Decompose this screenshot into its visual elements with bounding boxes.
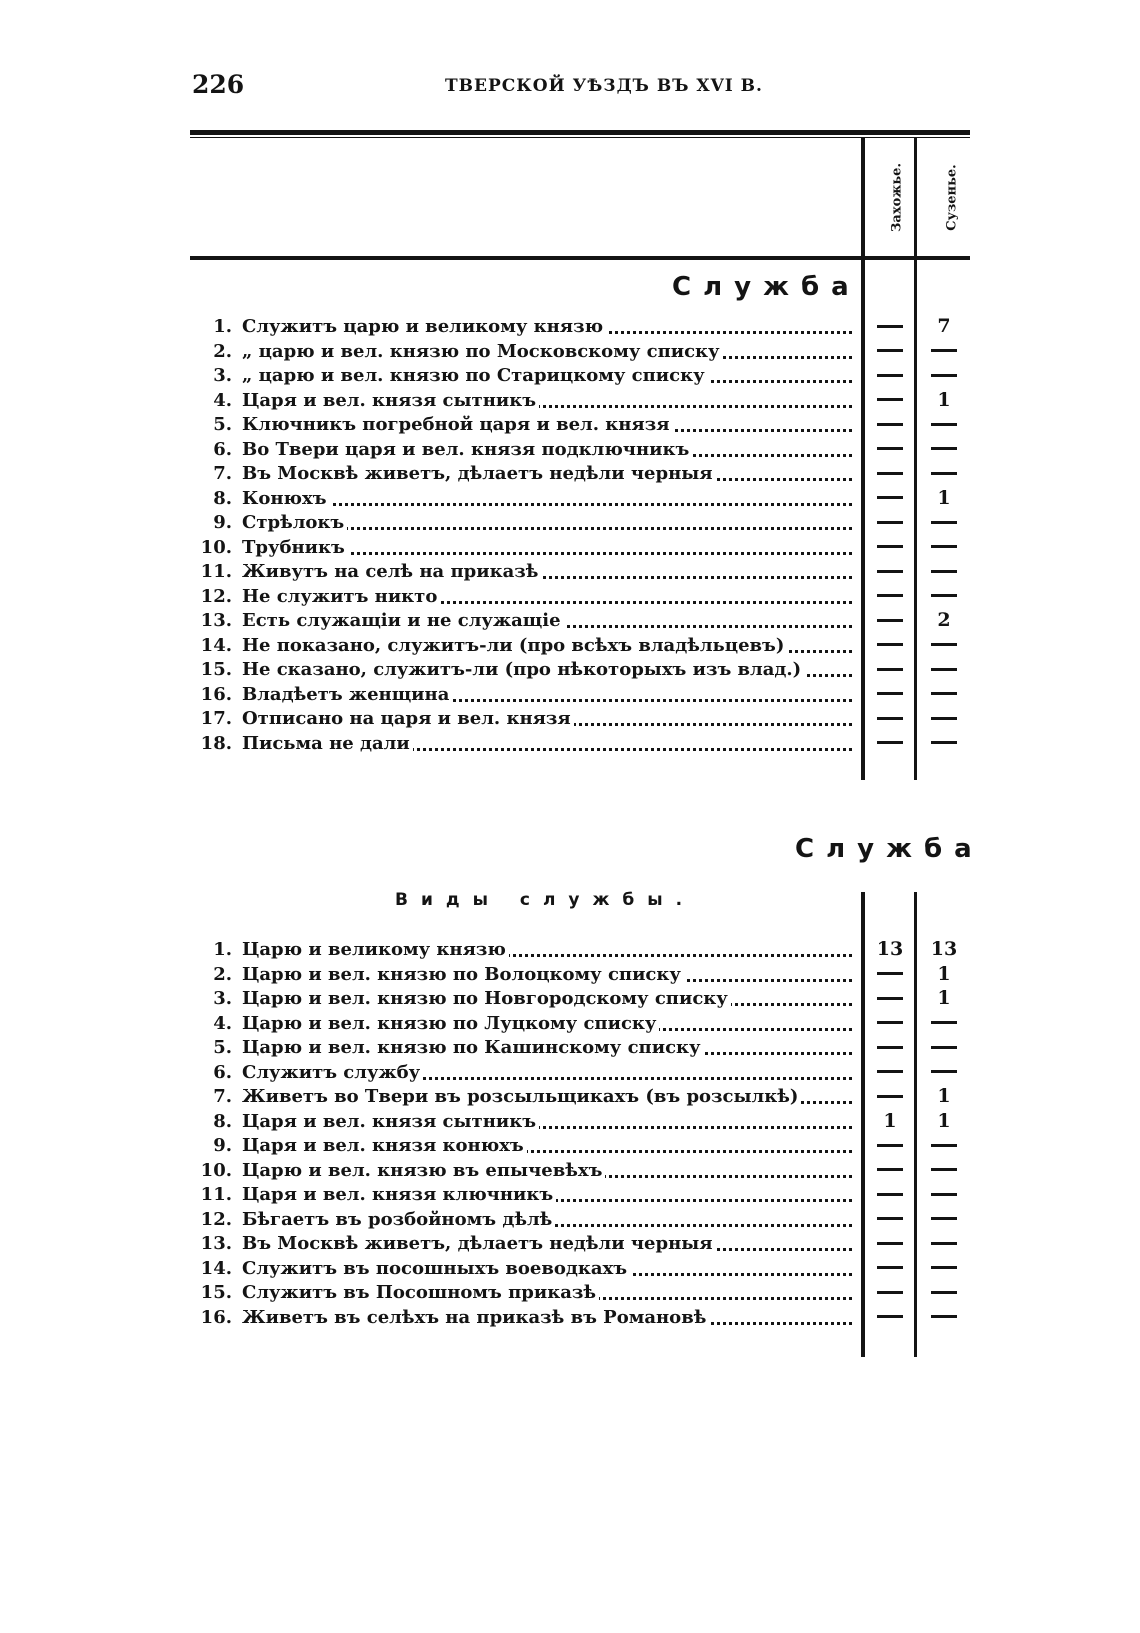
cell-zakhozhye <box>873 486 907 511</box>
cell-suzenye: 1 <box>937 1109 951 1132</box>
dash-mark <box>877 1144 903 1147</box>
dash-mark <box>931 1193 957 1196</box>
table-row <box>190 535 970 560</box>
row-label: Служитъ службу <box>242 1060 852 1085</box>
row-number: 7. <box>213 463 232 484</box>
row-label: Не показано, служитъ-ли (про всѣхъ владѣльцевъ) <box>242 633 852 658</box>
dash-mark <box>931 1021 957 1024</box>
cell-suzenye <box>927 1280 961 1305</box>
cell-zakhozhye <box>873 633 907 658</box>
table-row <box>190 1109 970 1134</box>
cell-suzenye <box>927 1182 961 1207</box>
dash-mark <box>877 668 903 671</box>
row-label: Въ Москвѣ живетъ, дѣлаетъ недѣли черныя <box>242 1231 852 1256</box>
cell-zakhozhye: 13 <box>876 938 904 960</box>
row-label: Въ Москвѣ живетъ, дѣлаетъ недѣли черныя <box>242 461 852 486</box>
dash-mark <box>877 1242 903 1245</box>
dash-mark <box>931 349 957 352</box>
dash-mark <box>931 1144 957 1147</box>
dash-mark <box>931 521 957 524</box>
dash-mark <box>931 1168 957 1171</box>
dash-mark <box>877 398 903 401</box>
dash-mark <box>931 1070 957 1073</box>
dash-mark <box>877 741 903 744</box>
row-label: Служитъ царю и великому князю <box>242 314 852 339</box>
table-row <box>190 1182 970 1207</box>
dash-mark <box>931 717 957 720</box>
dash-mark <box>931 545 957 548</box>
row-number: 16. <box>200 683 232 705</box>
cell-suzenye <box>927 559 961 584</box>
row-label: Стрѣлокъ <box>242 510 852 535</box>
dash-mark <box>877 1095 903 1098</box>
cell-zakhozhye <box>873 657 907 682</box>
row-number: 15. <box>200 1282 232 1303</box>
row-label: Бѣгаетъ въ розбойномъ дѣлѣ <box>242 1207 852 1232</box>
row-number: 18. <box>200 732 232 754</box>
table-row <box>190 1084 970 1109</box>
cell-zakhozhye <box>873 1231 907 1256</box>
section-2-subtitle: Виды службы. <box>395 890 696 910</box>
table-row <box>190 1133 970 1158</box>
dash-mark <box>877 643 903 646</box>
cell-suzenye: 13 <box>930 938 958 960</box>
table-row <box>190 682 970 707</box>
dash-mark <box>877 717 903 720</box>
dash-mark <box>877 997 903 1000</box>
row-label: Царю и вел. князю по Новгородскому списку <box>242 986 852 1011</box>
table-row <box>190 731 970 756</box>
cell-zakhozhye <box>873 682 907 707</box>
cell-zakhozhye <box>873 363 907 388</box>
table-row <box>190 363 970 388</box>
dash-mark <box>931 741 957 744</box>
cell-zakhozhye <box>873 1207 907 1232</box>
table-row <box>190 314 970 339</box>
row-label: Царю и вел. князю по Луцкому списку <box>242 1011 852 1036</box>
row-label: Живетъ въ селѣхъ на приказѣ въ Романовѣ <box>242 1305 852 1330</box>
cell-zakhozhye <box>873 339 907 364</box>
table-row <box>190 657 970 682</box>
row-number: 10. <box>200 536 232 558</box>
cell-zakhozhye <box>873 461 907 486</box>
dash-mark <box>877 692 903 695</box>
dash-mark <box>877 496 903 499</box>
row-label: Царю и вел. князю по Волоцкому списку <box>242 962 852 987</box>
cell-suzenye <box>927 535 961 560</box>
row-number: 6. <box>213 1061 232 1083</box>
row-number: 8. <box>213 487 232 509</box>
row-number: 9. <box>213 512 232 533</box>
cell-suzenye <box>927 682 961 707</box>
cell-zakhozhye <box>873 1035 907 1060</box>
row-number: 3. <box>213 365 232 386</box>
row-number: 5. <box>213 1037 232 1058</box>
table-row <box>190 510 970 535</box>
table-row <box>190 1158 970 1183</box>
row-number: 3. <box>213 988 232 1009</box>
section-2-rows <box>190 937 970 1337</box>
table-row <box>190 608 970 633</box>
dash-mark <box>931 374 957 377</box>
table-row <box>190 559 970 584</box>
row-number: 14. <box>200 634 232 656</box>
header-bottom-rule <box>190 256 970 260</box>
row-number: 17. <box>200 708 232 729</box>
cell-suzenye <box>927 1231 961 1256</box>
cell-suzenye <box>927 339 961 364</box>
cell-zakhozhye: 1 <box>883 1109 897 1132</box>
row-number: 2. <box>213 340 232 362</box>
cell-suzenye <box>927 1011 961 1036</box>
row-number: 1. <box>213 939 232 960</box>
row-label: Трубникъ <box>242 535 852 560</box>
table-row <box>190 1207 970 1232</box>
row-number: 1. <box>213 316 232 337</box>
cell-suzenye: 1 <box>937 1085 951 1107</box>
dash-mark <box>931 1217 957 1220</box>
row-number: 8. <box>213 1110 232 1132</box>
row-label: Ключникъ погребной царя и вел. князя <box>242 412 852 437</box>
cell-zakhozhye <box>873 731 907 756</box>
table-row <box>190 706 970 731</box>
row-number: 9. <box>213 1135 232 1156</box>
row-label: Царя и вел. князя конюхъ <box>242 1133 852 1158</box>
cell-zakhozhye <box>873 1084 907 1109</box>
dash-mark <box>877 570 903 573</box>
cell-zakhozhye <box>873 510 907 535</box>
cell-zakhozhye <box>873 608 907 633</box>
table-row <box>190 584 970 609</box>
dash-mark <box>877 972 903 975</box>
cell-suzenye <box>927 1256 961 1281</box>
cell-suzenye <box>927 1035 961 1060</box>
cell-suzenye: 1 <box>937 388 951 411</box>
dash-mark <box>931 668 957 671</box>
dash-mark <box>877 1315 903 1318</box>
cell-suzenye <box>927 412 961 437</box>
dash-mark <box>877 423 903 426</box>
row-label: Царя и вел. князя ключникъ <box>242 1182 852 1207</box>
table-row <box>190 1060 970 1085</box>
row-label: Царю и великому князю <box>242 937 852 962</box>
cell-suzenye: 1 <box>937 962 951 985</box>
row-label: Конюхъ <box>242 486 852 511</box>
column-header-zakhozhye: Захожье. <box>889 163 905 232</box>
dash-mark <box>931 643 957 646</box>
row-label: Живутъ на селѣ на приказѣ <box>242 559 852 584</box>
dash-mark <box>931 1266 957 1269</box>
table-row <box>190 1305 970 1330</box>
row-label: Царя и вел. князя сытникъ <box>242 388 852 413</box>
dash-mark <box>877 1291 903 1294</box>
dash-mark <box>877 374 903 377</box>
cell-suzenye <box>927 1207 961 1232</box>
table-row <box>190 486 970 511</box>
cell-zakhozhye <box>873 437 907 462</box>
cell-zakhozhye <box>873 584 907 609</box>
dash-mark <box>931 692 957 695</box>
cell-zakhozhye <box>873 535 907 560</box>
cell-zakhozhye <box>873 1182 907 1207</box>
dash-mark <box>931 1315 957 1318</box>
row-number: 6. <box>213 438 232 460</box>
cell-zakhozhye <box>873 706 907 731</box>
dash-mark <box>877 447 903 450</box>
cell-suzenye: 2 <box>937 609 951 631</box>
row-number: 12. <box>200 585 232 607</box>
row-label: Отписано на царя и вел. князя <box>242 706 852 731</box>
row-number: 14. <box>200 1257 232 1279</box>
dash-mark <box>877 1021 903 1024</box>
cell-zakhozhye <box>873 1158 907 1183</box>
dash-mark <box>931 472 957 475</box>
table-row <box>190 1011 970 1036</box>
cell-zakhozhye <box>873 314 907 339</box>
dash-mark <box>877 1217 903 1220</box>
dash-mark <box>931 1242 957 1245</box>
cell-zakhozhye <box>873 1060 907 1085</box>
row-number: 7. <box>213 1086 232 1107</box>
dash-mark <box>877 545 903 548</box>
dash-mark <box>931 570 957 573</box>
table-row <box>190 388 970 413</box>
cell-suzenye <box>927 1060 961 1085</box>
dash-mark <box>877 594 903 597</box>
row-label: „ царю и вел. князю по Старицкому списку <box>242 363 852 388</box>
row-label: Есть служащіи и не служащіе <box>242 608 852 633</box>
running-title: ТВЕРСКОЙ УѢЗДЪ ВЪ XVI В. <box>445 76 763 96</box>
row-number: 2. <box>213 963 232 985</box>
dash-mark <box>877 619 903 622</box>
cell-zakhozhye <box>873 1011 907 1036</box>
dash-mark <box>877 1046 903 1049</box>
row-number: 5. <box>213 414 232 435</box>
dash-mark <box>931 423 957 426</box>
dash-mark <box>931 447 957 450</box>
cell-suzenye: 1 <box>937 987 951 1009</box>
row-number: 13. <box>200 610 232 631</box>
table-row <box>190 1256 970 1281</box>
row-number: 15. <box>200 659 232 680</box>
dash-mark <box>877 325 903 328</box>
dash-mark <box>877 472 903 475</box>
cell-zakhozhye <box>873 559 907 584</box>
cell-suzenye <box>927 510 961 535</box>
dash-mark <box>877 1193 903 1196</box>
row-label: Не служитъ никто <box>242 584 852 609</box>
table-row <box>190 633 970 658</box>
cell-suzenye <box>927 633 961 658</box>
cell-zakhozhye <box>873 412 907 437</box>
cell-suzenye <box>927 1158 961 1183</box>
row-number: 11. <box>200 1184 232 1205</box>
row-label: „ царю и вел. князю по Московскому списку <box>242 339 852 364</box>
row-number: 10. <box>200 1159 232 1181</box>
dash-mark <box>877 1168 903 1171</box>
section-1-rows <box>190 314 970 764</box>
row-label: Живетъ во Твери въ розсыльщикахъ (въ розсылкѣ) <box>242 1084 852 1109</box>
page-number: 226 <box>192 70 245 99</box>
row-label: Не сказано, служитъ-ли (про нѣкоторыхъ изъ влад.) <box>242 657 852 682</box>
row-label: Владѣетъ женщина <box>242 682 852 707</box>
column-header-suzenye: Сузенье. <box>944 164 960 231</box>
cell-zakhozhye <box>873 388 907 413</box>
table-row <box>190 1280 970 1305</box>
cell-suzenye <box>927 1305 961 1330</box>
table-row <box>190 1035 970 1060</box>
cell-suzenye: 1 <box>937 486 951 509</box>
row-number: 4. <box>213 1012 232 1034</box>
row-label: Служитъ въ Посошномъ приказѣ <box>242 1280 852 1305</box>
dash-mark <box>877 349 903 352</box>
table-top-rule-thin <box>190 137 970 138</box>
dash-mark <box>931 1046 957 1049</box>
row-label: Служитъ въ посошныхъ воеводкахъ <box>242 1256 852 1281</box>
row-number: 16. <box>200 1306 232 1328</box>
row-label: Письма не дали <box>242 731 852 756</box>
cell-suzenye <box>927 657 961 682</box>
table-row <box>190 986 970 1011</box>
dash-mark <box>877 1070 903 1073</box>
table-row <box>190 461 970 486</box>
dash-mark <box>877 1266 903 1269</box>
dash-mark <box>931 1291 957 1294</box>
section-1-title: Служба <box>672 272 861 302</box>
table-row <box>190 1231 970 1256</box>
cell-zakhozhye <box>873 986 907 1011</box>
row-label: Царю и вел. князю въ епычевѣхъ <box>242 1158 852 1183</box>
row-label: Во Твери царя и вел. князя подключникъ <box>242 437 852 462</box>
cell-suzenye: 7 <box>937 315 951 337</box>
cell-suzenye <box>927 363 961 388</box>
row-number: 11. <box>200 561 232 582</box>
cell-zakhozhye <box>873 962 907 987</box>
row-number: 12. <box>200 1208 232 1230</box>
cell-suzenye <box>927 461 961 486</box>
cell-suzenye <box>927 437 961 462</box>
table-row <box>190 962 970 987</box>
section-2-title: Служба <box>795 834 984 864</box>
dash-mark <box>877 521 903 524</box>
table-row <box>190 339 970 364</box>
dash-mark <box>931 594 957 597</box>
table-row <box>190 937 970 962</box>
row-label: Царю и вел. князю по Кашинскому списку <box>242 1035 852 1060</box>
row-number: 13. <box>200 1233 232 1254</box>
row-number: 4. <box>213 389 232 411</box>
cell-zakhozhye <box>873 1305 907 1330</box>
cell-suzenye <box>927 1133 961 1158</box>
table-row <box>190 412 970 437</box>
table-top-rule <box>190 130 970 135</box>
cell-suzenye <box>927 584 961 609</box>
cell-zakhozhye <box>873 1256 907 1281</box>
cell-zakhozhye <box>873 1280 907 1305</box>
cell-zakhozhye <box>873 1133 907 1158</box>
cell-suzenye <box>927 731 961 756</box>
row-label: Царя и вел. князя сытникъ <box>242 1109 852 1134</box>
table-row <box>190 437 970 462</box>
cell-suzenye <box>927 706 961 731</box>
